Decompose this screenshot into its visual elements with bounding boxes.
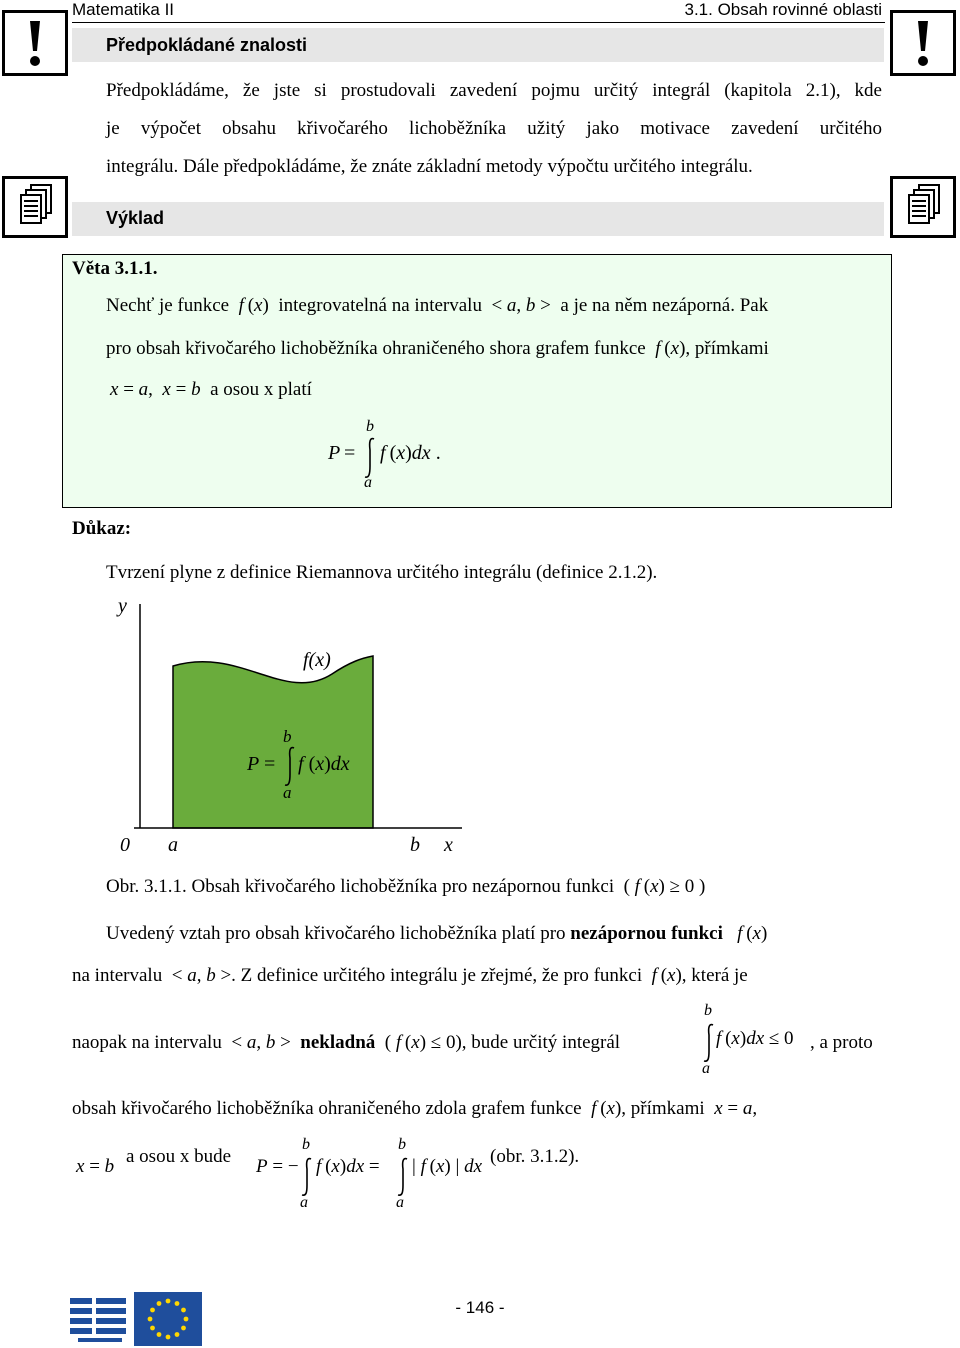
body-line-5: x = b a osou x bude P = − b a f (x)dx = b a | f (x) | dx (obr. 3.1.2). — [76, 1136, 580, 1211]
header-course-title: Matematika II — [72, 0, 175, 19]
theorem-text: a osou x platí — [210, 379, 312, 400]
theorem-line-2 — [106, 330, 769, 368]
formula-integral-nonpos: b f (x)dx ≤ 0 a — [702, 1002, 794, 1077]
body-text: . Z definice určitého integrálu je zřejmé, že pro funkci — [231, 965, 643, 986]
documents-icon — [890, 176, 956, 238]
formula-interval: < a, b > — [166, 965, 232, 986]
curve-label: f(x) — [303, 649, 331, 671]
formula-x-eq-a: x = a, — [714, 1098, 758, 1119]
formula-interval: < a, b > — [486, 295, 556, 316]
theorem-text: , přímkami — [685, 338, 769, 359]
theorem-line-3 — [110, 371, 312, 409]
svg-text:f (x)dx: f (x)dx — [298, 753, 350, 775]
formula-integral-area: b P = f (x)dx . a — [328, 418, 441, 491]
area-figure — [100, 592, 470, 864]
warning-icon — [890, 10, 956, 76]
theorem-line-1 — [106, 287, 768, 325]
body-text: na intervalu — [72, 965, 163, 986]
vyklad-section-bar — [72, 202, 884, 236]
prereq-line: Předpokládáme, že jste si prostudovali zavedení pojmu určitý integrál (kapitola 2.1), kde — [106, 80, 882, 101]
documents-icon — [2, 176, 68, 238]
formula-fx: f (x) — [651, 965, 682, 986]
theorem-text: pro obsah křivočarého lichoběžníka ohraničeného shora grafem funkce — [106, 338, 646, 359]
warning-icon — [2, 10, 68, 76]
body-text: , přímkami — [621, 1098, 705, 1119]
page-number: - 146 - — [455, 1298, 505, 1317]
formula-fx: f (x) — [655, 338, 686, 359]
formula-fx: f (x) — [591, 1098, 622, 1119]
formula-fx-nonneg: ( f (x) ≥ 0 ) — [618, 876, 706, 897]
body-line-1 — [106, 915, 767, 953]
figure-caption — [106, 868, 705, 906]
theorem-text: Nechť je funkce — [106, 295, 230, 316]
formula-fx-nonpos: ( f (x) ≤ 0 — [380, 1032, 456, 1053]
svg-text:=: = — [264, 753, 276, 775]
header-divider — [72, 22, 885, 23]
formula-fx: f (x) — [737, 923, 768, 944]
body-text: (obr. 3.1.2). — [490, 1146, 580, 1167]
body-line-2 — [72, 957, 748, 995]
a-label: a — [168, 834, 178, 856]
prereq-text — [106, 72, 882, 186]
proof-text: Tvrzení plyne z definice Riemannova určitého integrálu (definice 2.1.2). — [106, 562, 658, 583]
area-fill — [173, 656, 373, 828]
body-text: Uvedený vztah pro obsah křivočarého lichoběžníka platí pro — [106, 923, 566, 944]
header-section-title: 3.1. Obsah rovinné oblasti — [684, 0, 882, 19]
b-label: b — [410, 834, 420, 856]
caption-text: Obr. 3.1.1. Obsah křivočarého lichoběžníka pro nezápornou funkci — [106, 876, 615, 897]
formula-interval: < a, b > — [226, 1032, 296, 1053]
theorem-title: Věta 3.1.1. — [72, 258, 158, 279]
svg-text:a: a — [283, 783, 292, 802]
body-text: , a proto — [810, 1032, 873, 1053]
body-text: , která je — [681, 965, 748, 986]
body-text: obsah křivočarého lichoběžníka ohraničeného zdola grafem funkce — [72, 1098, 582, 1119]
prereq-title: Předpokládané znalosti — [106, 35, 308, 55]
prereq-line: integrálu. Dále předpokládáme, že znáte základní metody výpočtu určitého integrálu. — [106, 156, 753, 177]
body-text: a osou x bude — [126, 1146, 232, 1167]
body-text: ), bude určitý integrál — [455, 1032, 621, 1053]
body-line-4 — [72, 1090, 757, 1128]
formula-fx: f (x) — [238, 295, 274, 316]
body-line-3 — [72, 1024, 620, 1062]
body-bold-text: nekladná — [300, 1032, 376, 1053]
theorem-text: integrovatelná na intervalu — [278, 295, 482, 316]
origin-label: 0 — [120, 834, 130, 856]
y-axis-label: y — [118, 595, 127, 617]
prereq-line: je výpočet obsahu křivočarého lichoběžníka užitý jako motivace zavedení určitého — [106, 118, 882, 139]
body-text: naopak na intervalu — [72, 1032, 222, 1053]
svg-text:P: P — [247, 753, 260, 775]
svg-text:b: b — [283, 727, 292, 746]
theorem-text: a je na něm nezáporná. Pak — [560, 295, 769, 316]
vyklad-title: Výklad — [106, 208, 165, 228]
x-axis-label: x — [444, 834, 453, 856]
proof-title: Důkaz: — [72, 518, 132, 539]
formula-x-eq-a: x = a, x = b — [110, 379, 201, 400]
body-bold-text: nezápornou funkci — [570, 923, 723, 944]
